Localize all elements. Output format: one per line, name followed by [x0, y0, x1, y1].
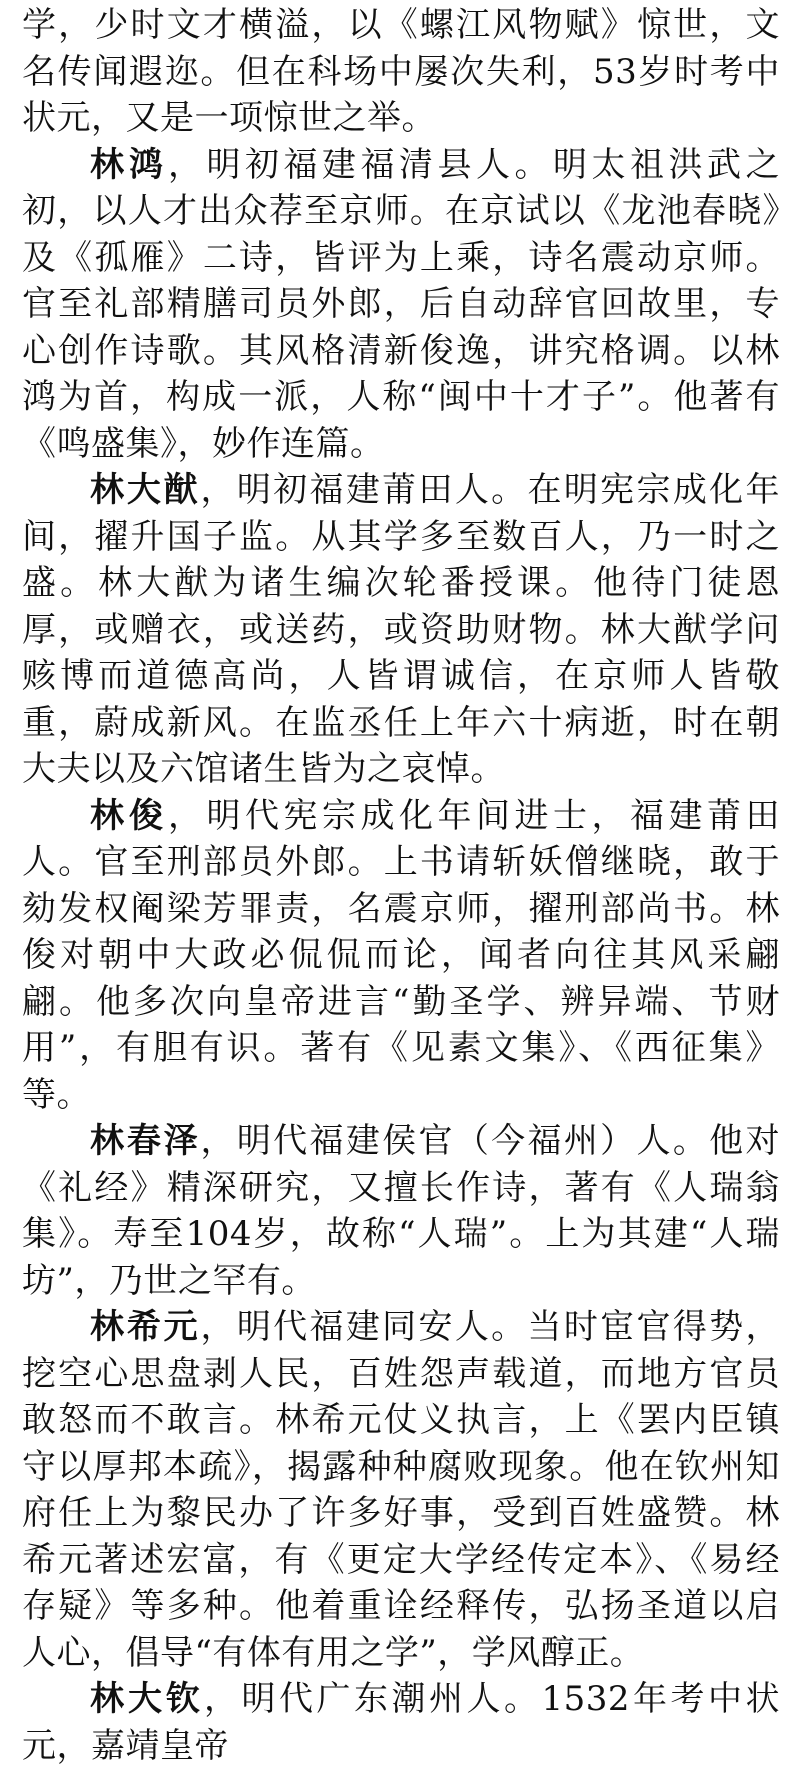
paragraph-text: ，明初福建福清县人。明太祖洪武之初，以人才出众荐至京师。在京试以《龙池春晓》及《孤雁》二诗，皆评为上乘，诗名震动京师。官至礼部精膳司员外郎，后自动辞官回故里，专心创作诗歌。其风格清新俊逸，讲究格调。以林鸿为首，构成一派，人称“闽中十才子”。他著有《鸣盛集》，妙作连篇。: [22, 144, 780, 464]
person-name: 林鸿: [90, 144, 168, 185]
paragraph-text: ，明代福建同安人。当时宦官得势，挖空心思盘剥人民，百姓怨声载道，而地方官员敢怒而不敢言。林希元仗义执言，上《罢内臣镇守以厚邦本疏》，揭露种种腐败现象。他在钦州知府任上为黎民办了许多好事，受到百姓盛赞。林希元著述宏富，有《更定大学经传定本》、《易经存疑》等多种。他着重诠经释传，弘扬圣道以启人心，倡导“有体有用之学”，学风醇正。: [22, 1307, 780, 1673]
paragraph-text: ，明初福建莆田人。在明宪宗成化年间，擢升国子监。从其学多至数百人，乃一时之盛。林大猷为诸生编次轮番授课。他待门徒恩厚，或赠衣，或送药，或资助财物。林大猷学问赅博而道德高尚，人皆谓诚信，在京师人皆敬重，蔚成新风。在监丞任上年六十病逝，时在朝大夫以及六馆诸生皆为之哀悼。: [22, 470, 780, 789]
paragraph-lin-jun: [22, 793, 780, 1119]
paragraph-text: 学，少时文才横溢，以《螺江风物赋》惊世，文名传闻遐迩。但在科场中屡次失利，53岁时考中状元，又是一项惊世之举。: [22, 5, 780, 138]
person-name: 林希元: [90, 1307, 201, 1347]
paragraph-lin-daqin: [22, 1676, 780, 1769]
person-name: 林俊: [90, 795, 168, 836]
paragraph-lin-hong: [22, 142, 780, 468]
paragraph-text: ，明代福建侯官（今福州）人。他对《礼经》精深研究，又擅长作诗，著有《人瑞翁集》。寿至104岁，故称“人瑞”。上为其建“人瑞坊”，乃世之罕有。: [22, 1121, 780, 1301]
paragraph-text: ，明代宪宗成化年间进士，福建莆田人。官至刑部员外郎。上书请斩妖僧继晓，敢于劾发权阉梁芳罪责，名震京师，擢刑部尚书。林俊对朝中大政必侃侃而论，闻者向往其风采翩翩。他多次向皇帝进言“勤圣学、辨异端、节财用”，有胆有识。著有《见素文集》、《西征集》等。: [22, 795, 780, 1115]
paragraph-text: ，明代广东潮州人。1532年考中状元，嘉靖皇帝: [22, 1679, 781, 1766]
document-page: [22, 0, 781, 1766]
paragraph-lin-dayou: [22, 467, 780, 793]
paragraph-continuation: [22, 2, 780, 142]
paragraph-lin-xiyuan: [22, 1304, 780, 1676]
paragraph-lin-chunze: [22, 1118, 780, 1304]
person-name: 林大猷: [90, 470, 201, 510]
person-name: 林大钦: [90, 1679, 204, 1719]
person-name: 林春泽: [90, 1121, 201, 1161]
